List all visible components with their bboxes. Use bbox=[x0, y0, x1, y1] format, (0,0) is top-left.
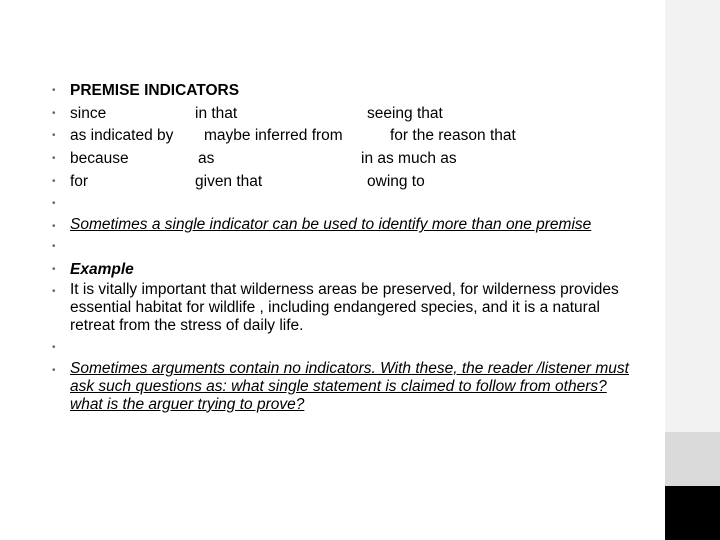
list-item bbox=[52, 259, 642, 280]
bullet-icon: • bbox=[52, 85, 56, 96]
bullet-icon: • bbox=[52, 221, 56, 233]
bullet-icon: • bbox=[52, 263, 56, 275]
indicator-term: because bbox=[70, 150, 129, 168]
indicator-term: given that bbox=[195, 172, 263, 190]
decorative-sidebar bbox=[665, 0, 720, 540]
indicator-term: as indicated by bbox=[70, 127, 174, 145]
bullet-icon: • bbox=[52, 175, 56, 187]
bullet-icon: • bbox=[52, 341, 56, 353]
list-item bbox=[52, 337, 642, 358]
bullet-icon: • bbox=[52, 286, 56, 298]
list-item bbox=[52, 360, 642, 414]
indicator-row bbox=[70, 103, 642, 124]
list-item bbox=[52, 216, 642, 234]
sidebar-block-dark bbox=[665, 486, 720, 540]
indicator-term: for the reason that bbox=[390, 127, 516, 145]
list-item bbox=[52, 103, 642, 124]
no-indicators-note: Sometimes arguments contain no indicators. With these, the reader /listener must ask such questions as: what single statement is claimed to follow from others? what is the arguer trying to prove? bbox=[70, 359, 629, 413]
indicator-term: in as much as bbox=[361, 150, 457, 168]
bullet-icon: • bbox=[52, 153, 56, 165]
single-indicator-note: Sometimes a single indicator can be used to identify more than one premise bbox=[70, 216, 592, 234]
bullet-icon: • bbox=[52, 198, 56, 210]
indicator-row bbox=[70, 125, 642, 146]
bullet-icon: • bbox=[52, 240, 56, 252]
indicator-term: for bbox=[70, 172, 89, 190]
list-item bbox=[52, 125, 642, 146]
indicator-row bbox=[70, 171, 642, 192]
example-paragraph: It is vitally important that wilderness areas be preserved, for wilderness provides essential habitat for wildlife , including endangered species, and it is a natural retreat from the stress of daily life. bbox=[70, 281, 619, 335]
list-item bbox=[52, 148, 642, 169]
list-item bbox=[52, 281, 642, 335]
bullet-list bbox=[52, 80, 642, 415]
indicator-term: since bbox=[70, 104, 107, 122]
indicator-term: seeing that bbox=[367, 104, 443, 122]
indicator-term: maybe inferred from bbox=[204, 127, 343, 145]
indicator-row bbox=[70, 148, 642, 169]
bullet-icon: • bbox=[52, 130, 56, 142]
sidebar-block-mid bbox=[665, 432, 720, 486]
list-item bbox=[52, 171, 642, 192]
example-label: Example bbox=[70, 260, 134, 278]
list-item bbox=[52, 80, 642, 101]
sidebar-block-light bbox=[665, 0, 720, 432]
indicator-term: in that bbox=[195, 104, 238, 122]
bullet-icon: • bbox=[52, 364, 56, 376]
list-item bbox=[52, 193, 642, 214]
list-item bbox=[52, 236, 642, 257]
indicator-term: as bbox=[198, 150, 215, 168]
premise-indicators-heading: PREMISE INDICATORS bbox=[70, 82, 240, 99]
indicator-term: owing to bbox=[367, 172, 425, 190]
bullet-icon: • bbox=[52, 107, 56, 119]
